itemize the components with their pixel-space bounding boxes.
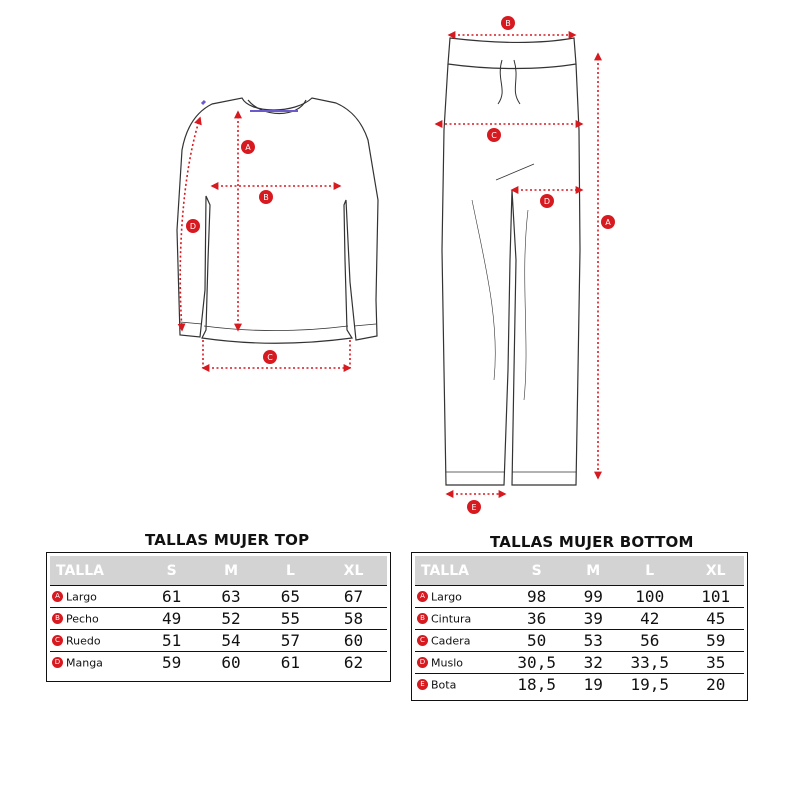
pants-pocket [496,164,534,180]
row-label: A Largo [415,586,499,608]
top-marker-b [259,190,273,204]
header-m: M [201,556,260,586]
cell: 61 [280,653,301,672]
top-body-outline [177,98,378,343]
badge-icon: D [417,657,428,668]
row-label: C Ruedo [50,630,142,652]
cell: 49 [142,608,201,630]
pants-waistband [448,38,576,69]
table-row [415,586,744,608]
table-row [50,608,387,630]
header-s: S [142,556,201,586]
svg-text:A: A [245,143,251,152]
row-label: A Largo [50,586,142,608]
header-s: S [499,556,574,586]
pants-drawstring [498,60,520,104]
top-marker-a [241,140,255,154]
top-garment [177,98,378,343]
bottom-table-title: TALLAS MUJER BOTTOM [490,533,694,551]
badge-icon: D [52,657,63,668]
badge-icon: C [417,635,428,646]
cell: 54 [201,630,260,652]
cell: 39 [574,608,612,630]
row-label: B Pecho [50,608,142,630]
cell: 19,5 [630,675,670,694]
badge-icon: C [52,635,63,646]
svg-text:D: D [543,197,551,206]
table-row [50,652,387,674]
cell: 63 [201,586,260,608]
row-label: C Cadera [415,630,499,652]
pants-crease-right [524,210,528,400]
cell: 35 [687,652,744,674]
pants-outline [442,64,580,485]
top-marker-d [186,219,200,233]
header-m: M [574,556,612,586]
cell: 20 [706,675,726,694]
header-talla: TALLA [50,556,142,586]
top-hem-stitch [204,326,348,331]
pants-marker-e [467,500,481,514]
cell: 18,5 [517,675,556,694]
cell: 62 [343,653,364,672]
svg-text:C: C [267,353,273,362]
pants-garment [442,38,580,485]
top-table-header [50,556,387,586]
cell: 61 [142,586,201,608]
cell: 33,5 [612,652,687,674]
cell: 60 [221,653,241,672]
header-xl: XL [687,556,744,586]
cell: 59 [162,653,182,672]
svg-text:D: D [189,222,197,231]
row-label: D Manga [50,652,142,674]
badge-icon: A [52,591,63,602]
cell: 42 [612,608,687,630]
badge-icon: A [417,591,428,602]
header-talla: TALLA [415,556,499,586]
badge-icon: E [417,679,428,690]
table-row [415,630,744,652]
cell: 100 [612,586,687,608]
table-row [415,608,744,630]
cell: 99 [574,586,612,608]
pants-marker-c [487,128,501,142]
cell: 32 [574,652,612,674]
top-sleeve-cuff-left [180,322,202,324]
top-table-title: TALLAS MUJER TOP [145,531,310,549]
pants-crease-left [472,200,495,380]
cell: 19 [583,675,603,694]
bottom-table-header [415,556,744,586]
svg-text:A: A [605,218,611,227]
pants-marker-d [540,194,554,208]
pants-marker-a [601,215,615,229]
header-xl: XL [320,556,387,586]
table-row [50,586,387,608]
cell: 57 [261,630,320,652]
top-sleeve-cuff-right [354,324,376,326]
svg-text:E: E [471,503,477,512]
cell: 59 [687,630,744,652]
cell: 101 [687,586,744,608]
svg-text:B: B [505,19,511,28]
header-l: L [261,556,320,586]
badge-icon: B [52,613,63,624]
cell: 51 [142,630,201,652]
svg-text:C: C [491,131,497,140]
svg-text:B: B [263,193,269,202]
table-row [415,674,744,696]
header-l: L [612,556,687,586]
table-row [415,652,744,674]
row-label: D Muslo [415,652,499,674]
top-marker-c [263,350,277,364]
cell: 98 [499,586,574,608]
cell: 55 [261,608,320,630]
cell: 30,5 [499,652,574,674]
cell: 67 [320,586,387,608]
row-label: E Bota [415,674,499,696]
pants-marker-b [501,16,515,30]
cell: 65 [261,586,320,608]
cell: 53 [574,630,612,652]
cell: 56 [612,630,687,652]
cell: 52 [201,608,260,630]
row-label: B Cintura [415,608,499,630]
table-row [50,630,387,652]
cell: 60 [320,630,387,652]
bottom-size-table [411,552,748,701]
cell: 36 [499,608,574,630]
badge-icon: B [417,613,428,624]
top-size-table [46,552,391,682]
cell: 50 [499,630,574,652]
cell: 45 [687,608,744,630]
cell: 58 [320,608,387,630]
